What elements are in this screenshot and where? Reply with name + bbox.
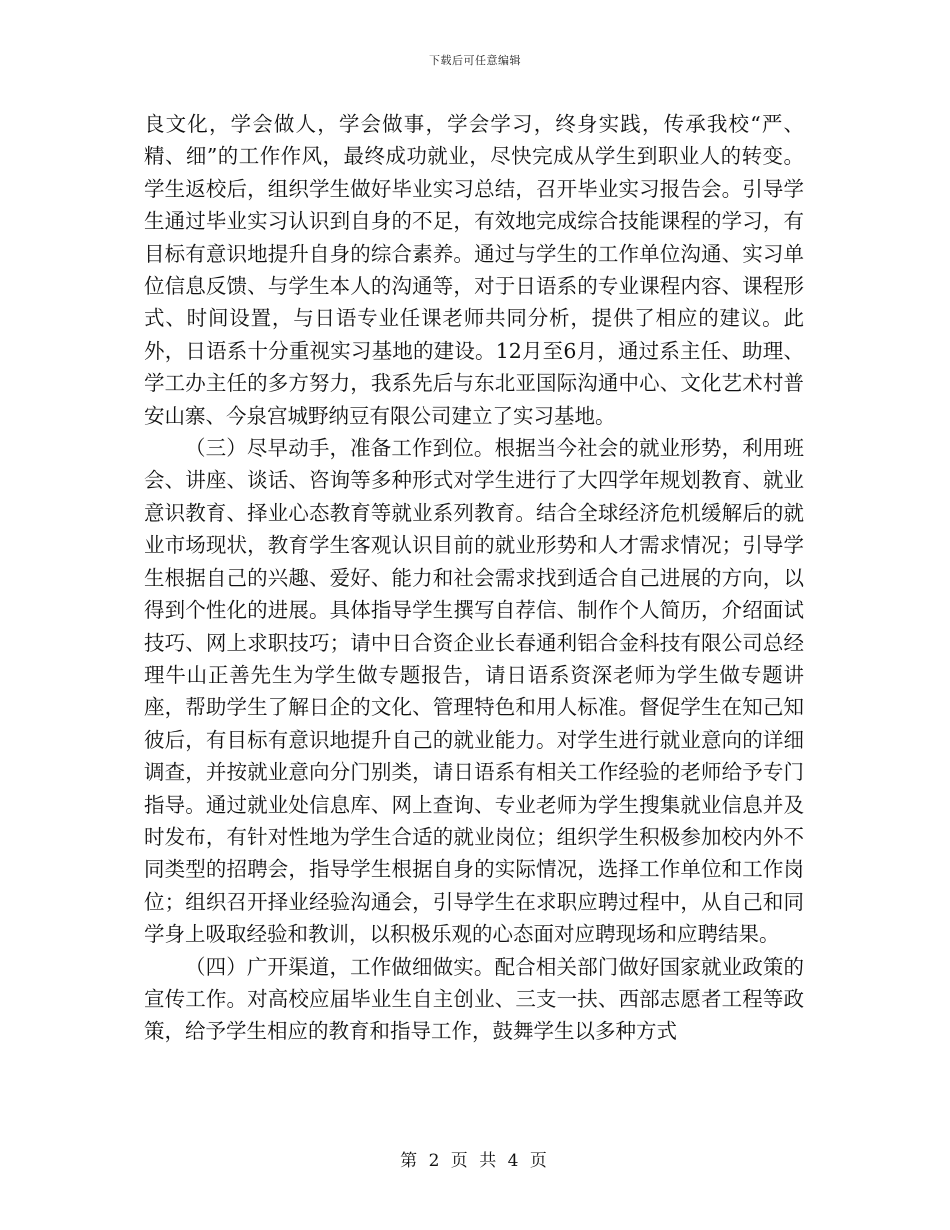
paragraph-3: （四）广开渠道，工作做细做实。配合相关部门做好国家就业政策的宣传工作。对高校应届毕业生自主创业、三支一扶、西部志愿者工程等政策，给予学生相应的教育和指导工作，鼓舞学生以多种方式 — [144, 954, 804, 1044]
page-header: 下载后可任意编辑 — [429, 54, 521, 67]
paragraph-2: （三）尽早动手，准备工作到位。根据当今社会的就业形势，利用班会、讲座、谈话、咨询等多种形式对学生进行了大四学年规划教育、就业意识教育、择业心态教育等就业系列教育。结合全球经济危机缓解后的就业市场现状，教育学生客观认识目前的就业形势和人才需求情况；引导学生根据自己的兴趣、爱好、能力和社会需求找到适合自己进展的方向，以得到个性化的进展。具体指导学生撰写自荐信、制作个人简历，介绍面试技巧、网上求职技巧；请中日合资企业长春通利铝合金科技有限公司总经理牛山正善先生为学生做专题报告，请日语系资深老师为学生做专题讲座，帮助学生了解日企的文化、管理特色和用人标准。督促学生在知己知彼后，有目标有意识地提升自己的就业能力。对学生进行就业意向的详细调查，并按就业意向分门别类，请日语系有相关工作经验的老师给予专门指导。通过就业处信息库、网上查询、专业老师为学生搜集就业信息并及时发布，有针对性地为学生合适的就业岗位；组织学生积极参加校内外不同类型的招聘会，指导学生根据自身的实际情况，选择工作单位和工作岗位；组织召开择业经验沟通会，引导学生在求职应聘过程中，从自己和同学身上吸取经验和教训，以积极乐观的心态面对应聘现场和应聘结果。 — [144, 436, 804, 947]
document-body — [144, 108, 804, 1048]
page-number-footer: 第 2 页 共 4 页 — [400, 1151, 550, 1171]
paragraph-1: 良文化，学会做人，学会做事，学会学习，终身实践，传承我校“严、精、细”的工作作风，最终成功就业，尽快完成从学生到职业人的转变。学生返校后，组织学生做好毕业实习总结，召开毕业实习报告会。引导学生通过毕业实习认识到自身的不足，有效地完成综合技能课程的学习，有目标有意识地提升自身的综合素养。通过与学生的工作单位沟通、实习单位信息反馈、与学生本人的沟通等，对于日语系的专业课程内容、课程形式、时间设置，与日语专业任课老师共同分析，提供了相应的建议。此外，日语系十分重视实习基地的建设。12月至6月，通过系主任、助理、学工办主任的多方努力，我系先后与东北亚国际沟通中心、文化艺术村普安山寨、今泉宫城野纳豆有限公司建立了实习基地。 — [144, 112, 804, 428]
